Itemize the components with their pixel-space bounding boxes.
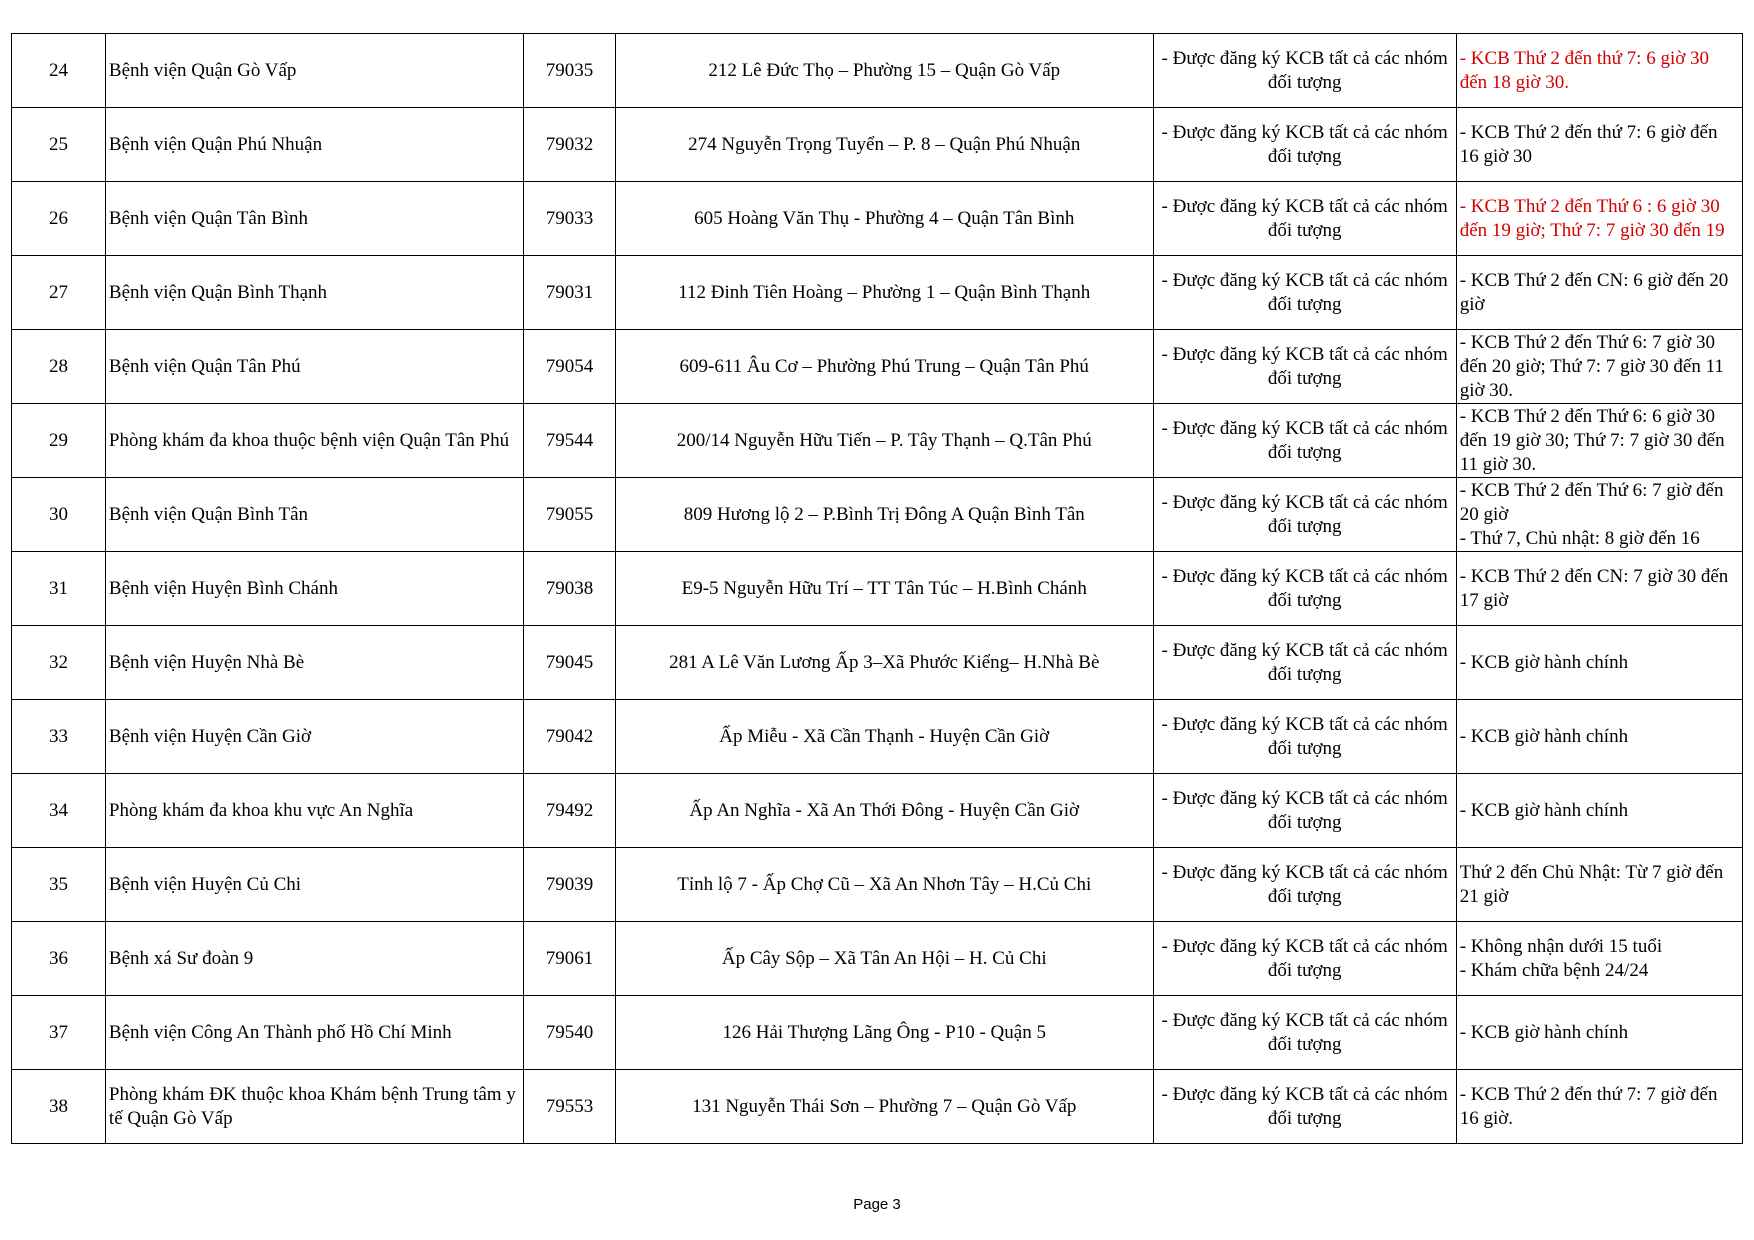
facility-address: 212 Lê Đức Thọ – Phường 15 – Quận Gò Vấp bbox=[615, 34, 1153, 108]
facility-address: 131 Nguyễn Thái Sơn – Phường 7 – Quận Gò Vấp bbox=[615, 1070, 1153, 1144]
facility-code: 79544 bbox=[524, 404, 616, 478]
registration-scope: - Được đăng ký KCB tất cả các nhóm đối tượng bbox=[1153, 552, 1456, 626]
registration-scope: - Được đăng ký KCB tất cả các nhóm đối tượng bbox=[1153, 848, 1456, 922]
registration-scope: - Được đăng ký KCB tất cả các nhóm đối tượng bbox=[1153, 478, 1456, 552]
row-number: 29 bbox=[12, 404, 106, 478]
facility-address: 809 Hương lộ 2 – P.Bình Trị Đông A Quận Bình Tân bbox=[615, 478, 1153, 552]
working-hours: - KCB Thứ 2 đến thứ 7: 6 giờ 30 đến 18 giờ 30. bbox=[1456, 34, 1742, 108]
working-hours: - KCB Thứ 2 đến thứ 7: 7 giờ đến 16 giờ. bbox=[1456, 1070, 1742, 1144]
table-row bbox=[12, 552, 1743, 626]
table-row bbox=[12, 34, 1743, 108]
working-hours: - KCB giờ hành chính bbox=[1456, 700, 1742, 774]
registration-scope: - Được đăng ký KCB tất cả các nhóm đối tượng bbox=[1153, 774, 1456, 848]
working-hours: - KCB Thứ 2 đến Thứ 6: 6 giờ 30 đến 19 giờ 30; Thứ 7: 7 giờ 30 đến 11 giờ 30. bbox=[1456, 404, 1742, 478]
facility-address: Ấp Miễu - Xã Cần Thạnh - Huyện Cần Giờ bbox=[615, 700, 1153, 774]
registration-scope: - Được đăng ký KCB tất cả các nhóm đối tượng bbox=[1153, 404, 1456, 478]
facility-address: E9-5 Nguyễn Hữu Trí – TT Tân Túc – H.Bình Chánh bbox=[615, 552, 1153, 626]
facility-name: Bệnh viện Quận Bình Tân bbox=[105, 478, 523, 552]
registration-scope: - Được đăng ký KCB tất cả các nhóm đối tượng bbox=[1153, 330, 1456, 404]
facility-code: 79553 bbox=[524, 1070, 616, 1144]
facility-code: 79492 bbox=[524, 774, 616, 848]
working-hours: - KCB Thứ 2 đến Thứ 6 : 6 giờ 30 đến 19 giờ; Thứ 7: 7 giờ 30 đến 19 bbox=[1456, 182, 1742, 256]
facility-address: 281 A Lê Văn Lương Ấp 3–Xã Phước Kiểng– H.Nhà Bè bbox=[615, 626, 1153, 700]
registration-scope: - Được đăng ký KCB tất cả các nhóm đối tượng bbox=[1153, 1070, 1456, 1144]
facility-code: 79045 bbox=[524, 626, 616, 700]
hospital-table bbox=[11, 33, 1743, 1144]
working-hours: - KCB Thứ 2 đến CN: 6 giờ đến 20 giờ bbox=[1456, 256, 1742, 330]
row-number: 37 bbox=[12, 996, 106, 1070]
working-hours: - Không nhận dưới 15 tuổi - Khám chữa bệnh 24/24 bbox=[1456, 922, 1742, 996]
row-number: 34 bbox=[12, 774, 106, 848]
registration-scope: - Được đăng ký KCB tất cả các nhóm đối tượng bbox=[1153, 108, 1456, 182]
working-hours: - KCB giờ hành chính bbox=[1456, 774, 1742, 848]
facility-name: Bệnh viện Quận Tân Bình bbox=[105, 182, 523, 256]
facility-name: Bệnh viện Quận Tân Phú bbox=[105, 330, 523, 404]
row-number: 28 bbox=[12, 330, 106, 404]
row-number: 38 bbox=[12, 1070, 106, 1144]
table-row bbox=[12, 922, 1743, 996]
row-number: 31 bbox=[12, 552, 106, 626]
facility-name: Bệnh viện Huyện Nhà Bè bbox=[105, 626, 523, 700]
facility-name: Bệnh viện Huyện Củ Chi bbox=[105, 848, 523, 922]
table-row bbox=[12, 182, 1743, 256]
facility-address: 112 Đinh Tiên Hoàng – Phường 1 – Quận Bình Thạnh bbox=[615, 256, 1153, 330]
registration-scope: - Được đăng ký KCB tất cả các nhóm đối tượng bbox=[1153, 34, 1456, 108]
facility-code: 79055 bbox=[524, 478, 616, 552]
working-hours: - KCB Thứ 2 đến CN: 7 giờ 30 đến 17 giờ bbox=[1456, 552, 1742, 626]
registration-scope: - Được đăng ký KCB tất cả các nhóm đối tượng bbox=[1153, 922, 1456, 996]
working-hours: Thứ 2 đến Chủ Nhật: Từ 7 giờ đến 21 giờ bbox=[1456, 848, 1742, 922]
registration-scope: - Được đăng ký KCB tất cả các nhóm đối tượng bbox=[1153, 626, 1456, 700]
table-row bbox=[12, 478, 1743, 552]
table-row bbox=[12, 700, 1743, 774]
facility-code: 79032 bbox=[524, 108, 616, 182]
facility-address: 200/14 Nguyễn Hữu Tiến – P. Tây Thạnh – Q.Tân Phú bbox=[615, 404, 1153, 478]
facility-address: 274 Nguyễn Trọng Tuyển – P. 8 – Quận Phú Nhuận bbox=[615, 108, 1153, 182]
facility-code: 79039 bbox=[524, 848, 616, 922]
row-number: 33 bbox=[12, 700, 106, 774]
facility-code: 79035 bbox=[524, 34, 616, 108]
working-hours: - KCB giờ hành chính bbox=[1456, 626, 1742, 700]
facility-name: Bệnh xá Sư đoàn 9 bbox=[105, 922, 523, 996]
facility-code: 79033 bbox=[524, 182, 616, 256]
facility-name: Bệnh viện Huyện Cần Giờ bbox=[105, 700, 523, 774]
facility-code: 79540 bbox=[524, 996, 616, 1070]
facility-address: 605 Hoàng Văn Thụ - Phường 4 – Quận Tân Bình bbox=[615, 182, 1153, 256]
facility-address: Ấp An Nghĩa - Xã An Thới Đông - Huyện Cần Giờ bbox=[615, 774, 1153, 848]
facility-name: Bệnh viện Công An Thành phố Hồ Chí Minh bbox=[105, 996, 523, 1070]
facility-name: Phòng khám ĐK thuộc khoa Khám bệnh Trung tâm y tế Quận Gò Vấp bbox=[105, 1070, 523, 1144]
row-number: 32 bbox=[12, 626, 106, 700]
table-row bbox=[12, 1070, 1743, 1144]
working-hours: - KCB Thứ 2 đến thứ 7: 6 giờ đến 16 giờ 30 bbox=[1456, 108, 1742, 182]
table-row bbox=[12, 404, 1743, 478]
facility-address: Tỉnh lộ 7 - Ấp Chợ Cũ – Xã An Nhơn Tây – H.Củ Chi bbox=[615, 848, 1153, 922]
facility-address: 609-611 Âu Cơ – Phường Phú Trung – Quận Tân Phú bbox=[615, 330, 1153, 404]
facility-name: Phòng khám đa khoa khu vực An Nghĩa bbox=[105, 774, 523, 848]
facility-address: Ấp Cây Sộp – Xã Tân An Hội – H. Củ Chi bbox=[615, 922, 1153, 996]
table-row bbox=[12, 626, 1743, 700]
registration-scope: - Được đăng ký KCB tất cả các nhóm đối tượng bbox=[1153, 700, 1456, 774]
facility-code: 79054 bbox=[524, 330, 616, 404]
facility-address: 126 Hải Thượng Lãng Ông - P10 - Quận 5 bbox=[615, 996, 1153, 1070]
working-hours: - KCB giờ hành chính bbox=[1456, 996, 1742, 1070]
facility-code: 79031 bbox=[524, 256, 616, 330]
table-row bbox=[12, 848, 1743, 922]
table-row bbox=[12, 108, 1743, 182]
facility-code: 79038 bbox=[524, 552, 616, 626]
facility-name: Phòng khám đa khoa thuộc bệnh viện Quận Tân Phú bbox=[105, 404, 523, 478]
facility-code: 79042 bbox=[524, 700, 616, 774]
row-number: 27 bbox=[12, 256, 106, 330]
registration-scope: - Được đăng ký KCB tất cả các nhóm đối tượng bbox=[1153, 256, 1456, 330]
facility-name: Bệnh viện Quận Phú Nhuận bbox=[105, 108, 523, 182]
row-number: 30 bbox=[12, 478, 106, 552]
registration-scope: - Được đăng ký KCB tất cả các nhóm đối tượng bbox=[1153, 996, 1456, 1070]
working-hours: - KCB Thứ 2 đến Thứ 6: 7 giờ 30 đến 20 giờ; Thứ 7: 7 giờ 30 đến 11 giờ 30. bbox=[1456, 330, 1742, 404]
row-number: 25 bbox=[12, 108, 106, 182]
working-hours: - KCB Thứ 2 đến Thứ 6: 7 giờ đến 20 giờ - Thứ 7, Chủ nhật: 8 giờ đến 16 bbox=[1456, 478, 1742, 552]
row-number: 24 bbox=[12, 34, 106, 108]
facility-code: 79061 bbox=[524, 922, 616, 996]
facility-name: Bệnh viện Quận Bình Thạnh bbox=[105, 256, 523, 330]
facility-name: Bệnh viện Quận Gò Vấp bbox=[105, 34, 523, 108]
row-number: 26 bbox=[12, 182, 106, 256]
table-row bbox=[12, 996, 1743, 1070]
table-row bbox=[12, 330, 1743, 404]
hospital-table-body bbox=[12, 34, 1743, 1144]
row-number: 35 bbox=[12, 848, 106, 922]
registration-scope: - Được đăng ký KCB tất cả các nhóm đối tượng bbox=[1153, 182, 1456, 256]
row-number: 36 bbox=[12, 922, 106, 996]
table-row bbox=[12, 774, 1743, 848]
page-number: Page 3 bbox=[853, 1196, 901, 1213]
facility-name: Bệnh viện Huyện Bình Chánh bbox=[105, 552, 523, 626]
table-row bbox=[12, 256, 1743, 330]
